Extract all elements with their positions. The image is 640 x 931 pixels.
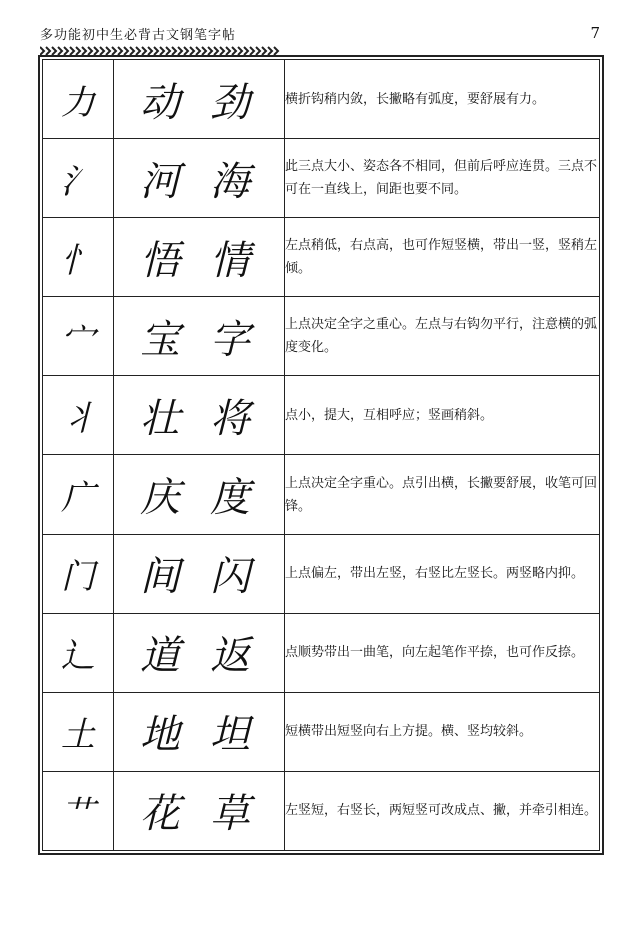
example-characters-cell <box>114 139 285 218</box>
page-number: 7 <box>590 24 600 42</box>
example-characters-cell <box>114 771 285 850</box>
example-character: 动 <box>140 79 188 126</box>
radical-row <box>43 613 600 692</box>
example-characters-cell <box>114 376 285 455</box>
example-character: 河 <box>140 158 188 205</box>
book-title: 多功能初中生必背古文钢笔字帖 <box>40 28 237 43</box>
example-characters-cell <box>114 297 285 376</box>
radical-cell: 氵 <box>43 139 114 218</box>
example-character: 返 <box>210 633 258 680</box>
writing-tip-cell: 短横带出短竖向右上方提。横、竖均较斜。 <box>285 692 600 771</box>
radical-row <box>43 692 600 771</box>
example-character: 坦 <box>210 712 258 759</box>
radical-cell: 门 <box>43 534 114 613</box>
example-character: 地 <box>140 712 188 759</box>
example-character: 壮 <box>140 395 188 442</box>
example-character: 劲 <box>210 79 258 126</box>
writing-tip-cell: 点小，提大，互相呼应；竖画稍斜。 <box>285 376 600 455</box>
example-character: 草 <box>210 791 258 838</box>
radical-row <box>43 218 600 297</box>
example-characters-cell <box>114 534 285 613</box>
radical-row <box>43 771 600 850</box>
example-character: 道 <box>140 633 188 680</box>
writing-tip-cell: 上点决定全字重心。点引出横，长撇要舒展，收笔可回锋。 <box>285 455 600 534</box>
writing-tip-cell: 左点稍低，右点高，也可作短竖横，带出一竖，竖稍左倾。 <box>285 218 600 297</box>
writing-tip-cell: 此三点大小、姿态各不相同，但前后呼应连贯。三点不可在一直线上，间距也要不同。 <box>285 139 600 218</box>
writing-tip-cell: 上点决定全字之重心。左点与右钩勿平行，注意横的弧度变化。 <box>285 297 600 376</box>
radical-cell: 广 <box>43 455 114 534</box>
radical-cell: 艹 <box>43 771 114 850</box>
example-character: 花 <box>140 791 188 838</box>
writing-tip-cell: 左竖短，右竖长，两短竖可改成点、撇，并牵引相连。 <box>285 771 600 850</box>
example-characters-cell <box>114 692 285 771</box>
radical-cell: 土 <box>43 692 114 771</box>
example-character: 宝 <box>140 316 188 363</box>
writing-tip-cell: 点顺势带出一曲笔，向左起笔作平捺，也可作反捺。 <box>285 613 600 692</box>
example-characters-cell <box>114 60 285 139</box>
radical-cell: 辶 <box>43 613 114 692</box>
example-character: 闪 <box>210 554 258 601</box>
example-character: 悟 <box>140 237 188 284</box>
example-character: 将 <box>210 395 258 442</box>
radical-row <box>43 376 600 455</box>
writing-tip-cell: 横折钩稍内敛，长撇略有弧度，要舒展有力。 <box>285 60 600 139</box>
radical-row <box>43 455 600 534</box>
radical-cell: 力 <box>43 60 114 139</box>
example-character: 间 <box>140 554 188 601</box>
radical-cell: 忄 <box>43 218 114 297</box>
writing-tip-cell: 上点偏左，带出左竖，右竖比左竖长。两竖略内抑。 <box>285 534 600 613</box>
copybook-table <box>42 59 600 851</box>
radical-row <box>43 139 600 218</box>
example-characters-cell <box>114 218 285 297</box>
example-character: 字 <box>210 316 258 363</box>
example-characters-cell <box>114 613 285 692</box>
radical-row <box>43 297 600 376</box>
example-character: 情 <box>210 237 258 284</box>
example-characters-cell <box>114 455 285 534</box>
example-character: 海 <box>210 158 258 205</box>
radical-cell: 丬 <box>43 376 114 455</box>
radical-cell: 宀 <box>43 297 114 376</box>
radical-row <box>43 60 600 139</box>
example-character: 庆 <box>140 475 188 522</box>
radical-row <box>43 534 600 613</box>
example-character: 度 <box>210 475 258 522</box>
